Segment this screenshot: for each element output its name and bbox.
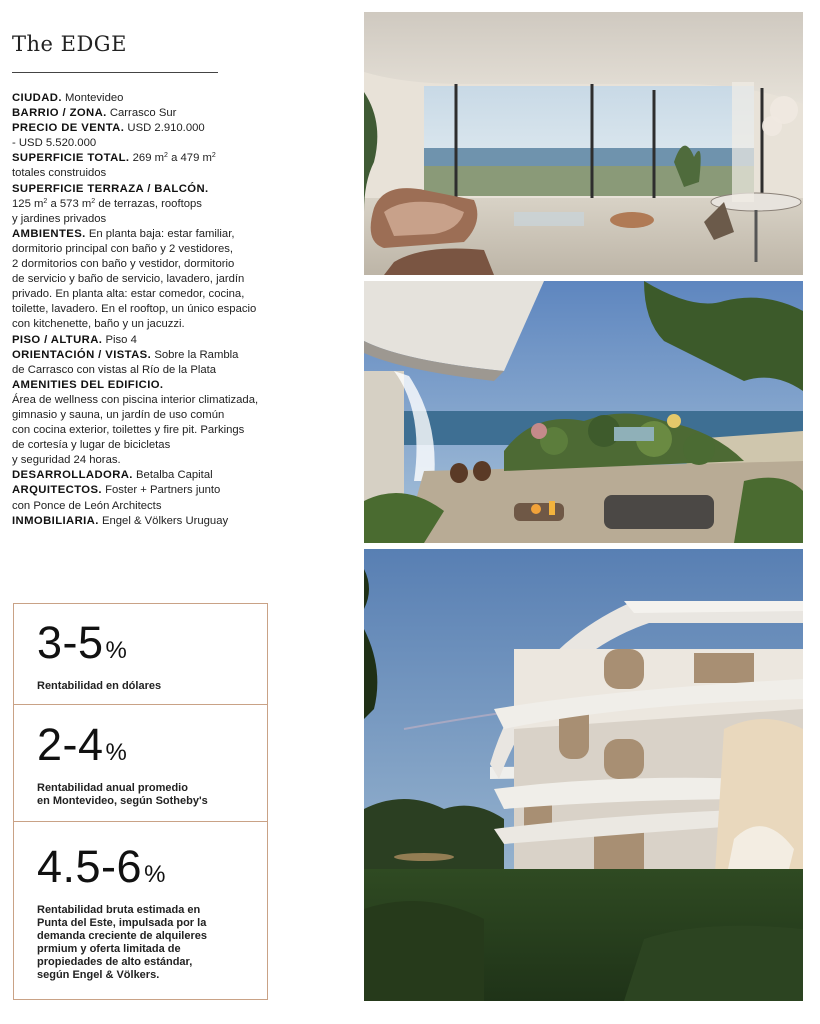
spec-inmobiliaria: INMOBILIARIA. Engel & Völkers Uruguay [12, 514, 229, 527]
stat-value: 4.5-6% [37, 841, 166, 892]
stat-divider [14, 821, 267, 822]
stat-block [14, 617, 267, 693]
title-divider [12, 72, 218, 73]
spec-amenities-cont: Área de wellness con piscina interior climatizada, [12, 393, 259, 406]
building-photo [364, 549, 803, 1001]
spec-ambientes: AMBIENTES. En planta baja: estar familiar, [12, 227, 235, 240]
stat-block [14, 841, 267, 982]
spec-ambientes-cont: con kitchenette, baño y un jacuzzi. [12, 318, 185, 331]
spec-amenities: AMENITIES DEL EDIFICIO. [12, 378, 164, 391]
spec-amenities-cont: gimnasio y sauna, un jardín de uso común [12, 408, 225, 421]
spec-precio-cont: - USD 5.520.000 [12, 137, 97, 150]
spec-ciudad: CIUDAD. Montevideo [12, 92, 124, 104]
spec-amenities-cont: de cortesía y lugar de bicicletas [12, 439, 171, 452]
spec-amenities-cont: y seguridad 24 horas. [12, 454, 121, 467]
property-specs [12, 91, 302, 529]
spec-amenities-cont: con cocina exterior, toilettes y fire pit. Parkings [12, 424, 245, 437]
stat-caption: Rentabilidad en dólares [37, 680, 162, 692]
spec-superficie: SUPERFICIE TOTAL. 269 $m^2$ a 479 $m^2$ [12, 152, 216, 165]
spec-barrio: BARRIO / ZONA. Carrasco Sur [12, 107, 177, 120]
stat-block [14, 719, 267, 808]
spec-terraza-cont: y jardines privados [12, 212, 107, 225]
spec-arquitectos: ARQUITECTOS. Foster + Partners junto [12, 484, 221, 497]
spec-orientacion-cont: de Carrasco con vistas al Río de la Plata [12, 363, 217, 376]
spec-ambientes-cont: dormitorio principal con baño y 2 vestidores, [12, 242, 234, 255]
spec-precio: PRECIO DE VENTA. USD 2.910.000 [12, 122, 205, 135]
spec-orientacion: ORIENTACIÓN / VISTAS. Sobre la Rambla [12, 348, 239, 361]
spec-terraza-value: 125 $m^2$ a 573 $m^2$ de terrazas, rooftops [12, 197, 202, 210]
spec-superficie-cont: totales construidos [12, 167, 107, 180]
interior-photo [364, 12, 803, 275]
terrace-photo [364, 281, 803, 543]
spec-ambientes-cont: 2 dormitorios con baño y vestidor, dormitorio [12, 258, 235, 271]
spec-ambientes-cont: toilette, lavadero. En el rooftop, un único espacio [12, 303, 257, 316]
spec-ambientes-cont: de servicio y baño de servicio, lavadero, jardín [12, 273, 245, 286]
spec-piso: PISO / ALTURA. Piso 4 [12, 333, 137, 346]
spec-ambientes-cont: privado. En planta alta: estar comedor, cocina, [12, 288, 245, 301]
spec-desarrolladora: DESARROLLADORA. Betalba Capital [12, 469, 213, 482]
page-title: The EDGE [12, 32, 127, 56]
returns-box [13, 603, 268, 1000]
stat-divider [14, 704, 267, 705]
spec-terraza: SUPERFICIE TERRAZA / BALCÓN. [12, 182, 209, 195]
spec-arquitectos-cont: con Ponce de León Architects [12, 499, 162, 512]
stat-caption: Rentabilidad bruta estimada en Punta del Este, impulsada por la demanda creciente de alquileres prmium y oferta limitada de propiedades de alto estándar, según Engel & Völkers. [37, 904, 207, 981]
stat-value: 2-4% [37, 719, 128, 770]
stat-value: 3-5% [37, 617, 128, 668]
stat-caption: Rentabilidad anual promedio en Montevideo, según Sotheby's [37, 782, 208, 807]
